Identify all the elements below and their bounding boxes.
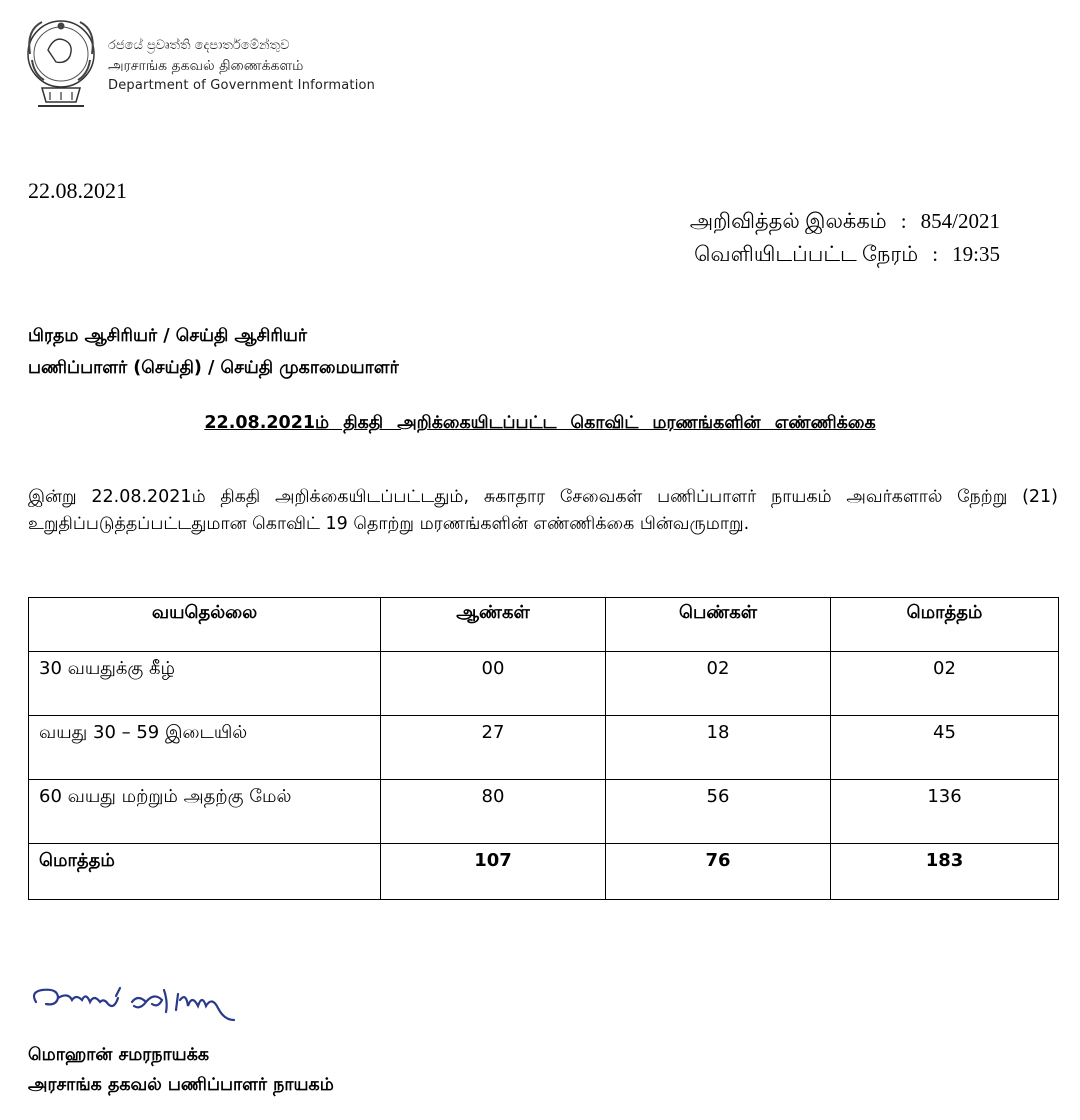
table-row	[29, 716, 1059, 780]
recipients-block	[28, 320, 399, 384]
male-count-cell: 00	[381, 652, 606, 716]
separator: :	[900, 209, 907, 233]
total-count-cell: 45	[831, 716, 1059, 780]
table-row	[29, 780, 1059, 844]
signer-name: மொஹான் சமரநாயக்க	[28, 1045, 210, 1065]
release-time-line	[690, 238, 1000, 271]
total-count-cell: 136	[831, 780, 1059, 844]
recipient-line: பணிப்பாளர் (செய்தி) / செய்தி முகாமையாளர்	[28, 358, 399, 378]
release-time-value: 19:35	[952, 242, 1000, 266]
organization-name-tamil: அரசாங்க தகவல் திணைக்களம்	[108, 58, 304, 74]
signer-title: அரசாங்க தகவல் பணிப்பாளர் நாயகம்	[28, 1075, 334, 1095]
table-row	[29, 652, 1059, 716]
intro-paragraph: இன்று 22.08.2021ம் திகதி அறிக்கையிடப்பட்டதும், சுகாதார சேவைகள் பணிப்பாளர் நாயகம் அவர்களால் நேற்று (21) உறுதிப்படுத்தப்பட்டதுமான கொவிட் 19 தொற்று மரணங்களின் எண்ணிக்கை பின்வருமாறு.	[28, 487, 1058, 534]
female-total-cell: 76	[606, 844, 831, 900]
male-count-cell: 80	[381, 780, 606, 844]
release-number-line	[690, 205, 1000, 238]
organization-name-block	[108, 36, 375, 96]
handwritten-signature	[28, 980, 328, 1040]
recipient-line: பிரதம ஆசிரியர் / செய்தி ஆசிரியர்	[28, 326, 308, 346]
organization-name-sinhala: රජයේ ප්‍රවෘත්ති දෙපාර්තමේන්තුව	[108, 38, 290, 53]
release-metadata	[690, 205, 1000, 271]
column-header-male: ஆண்கள்	[381, 598, 606, 652]
age-range-cell: 30 வயதுக்கு கீழ்	[29, 652, 381, 716]
total-label-cell: மொத்தம்	[29, 844, 381, 900]
column-header-female: பெண்கள்	[606, 598, 831, 652]
sri-lanka-government-emblem-icon	[20, 10, 102, 112]
female-count-cell: 56	[606, 780, 831, 844]
column-header-total: மொத்தம்	[831, 598, 1059, 652]
document-subject: 22.08.2021ம் திகதி அறிக்கையிடப்பட்ட கொவிட் மரணங்களின் எண்ணிக்கை	[204, 413, 876, 433]
signer-block	[28, 1040, 334, 1100]
female-count-cell: 18	[606, 716, 831, 780]
document-date: 22.08.2021	[28, 178, 127, 203]
separator: :	[932, 242, 939, 266]
grand-total-cell: 183	[831, 844, 1059, 900]
total-count-cell: 02	[831, 652, 1059, 716]
table-header-row	[29, 598, 1059, 652]
organization-name-english: Department of Government Information	[108, 78, 376, 93]
release-number-label: அறிவித்தல் இலக்கம்	[689, 209, 887, 233]
age-range-cell: வயது 30 – 59 இடையில்	[29, 716, 381, 780]
male-total-cell: 107	[381, 844, 606, 900]
release-number-value: 854/2021	[920, 209, 1000, 233]
covid-deaths-table	[28, 597, 1059, 900]
column-header-age-range: வயதெல்லை	[29, 598, 381, 652]
release-time-label: வெளியிடப்பட்ட நேரம்	[694, 242, 919, 266]
female-count-cell: 02	[606, 652, 831, 716]
age-range-cell: 60 வயது மற்றும் அதற்கு மேல்	[29, 780, 381, 844]
table-total-row	[29, 844, 1059, 900]
male-count-cell: 27	[381, 716, 606, 780]
